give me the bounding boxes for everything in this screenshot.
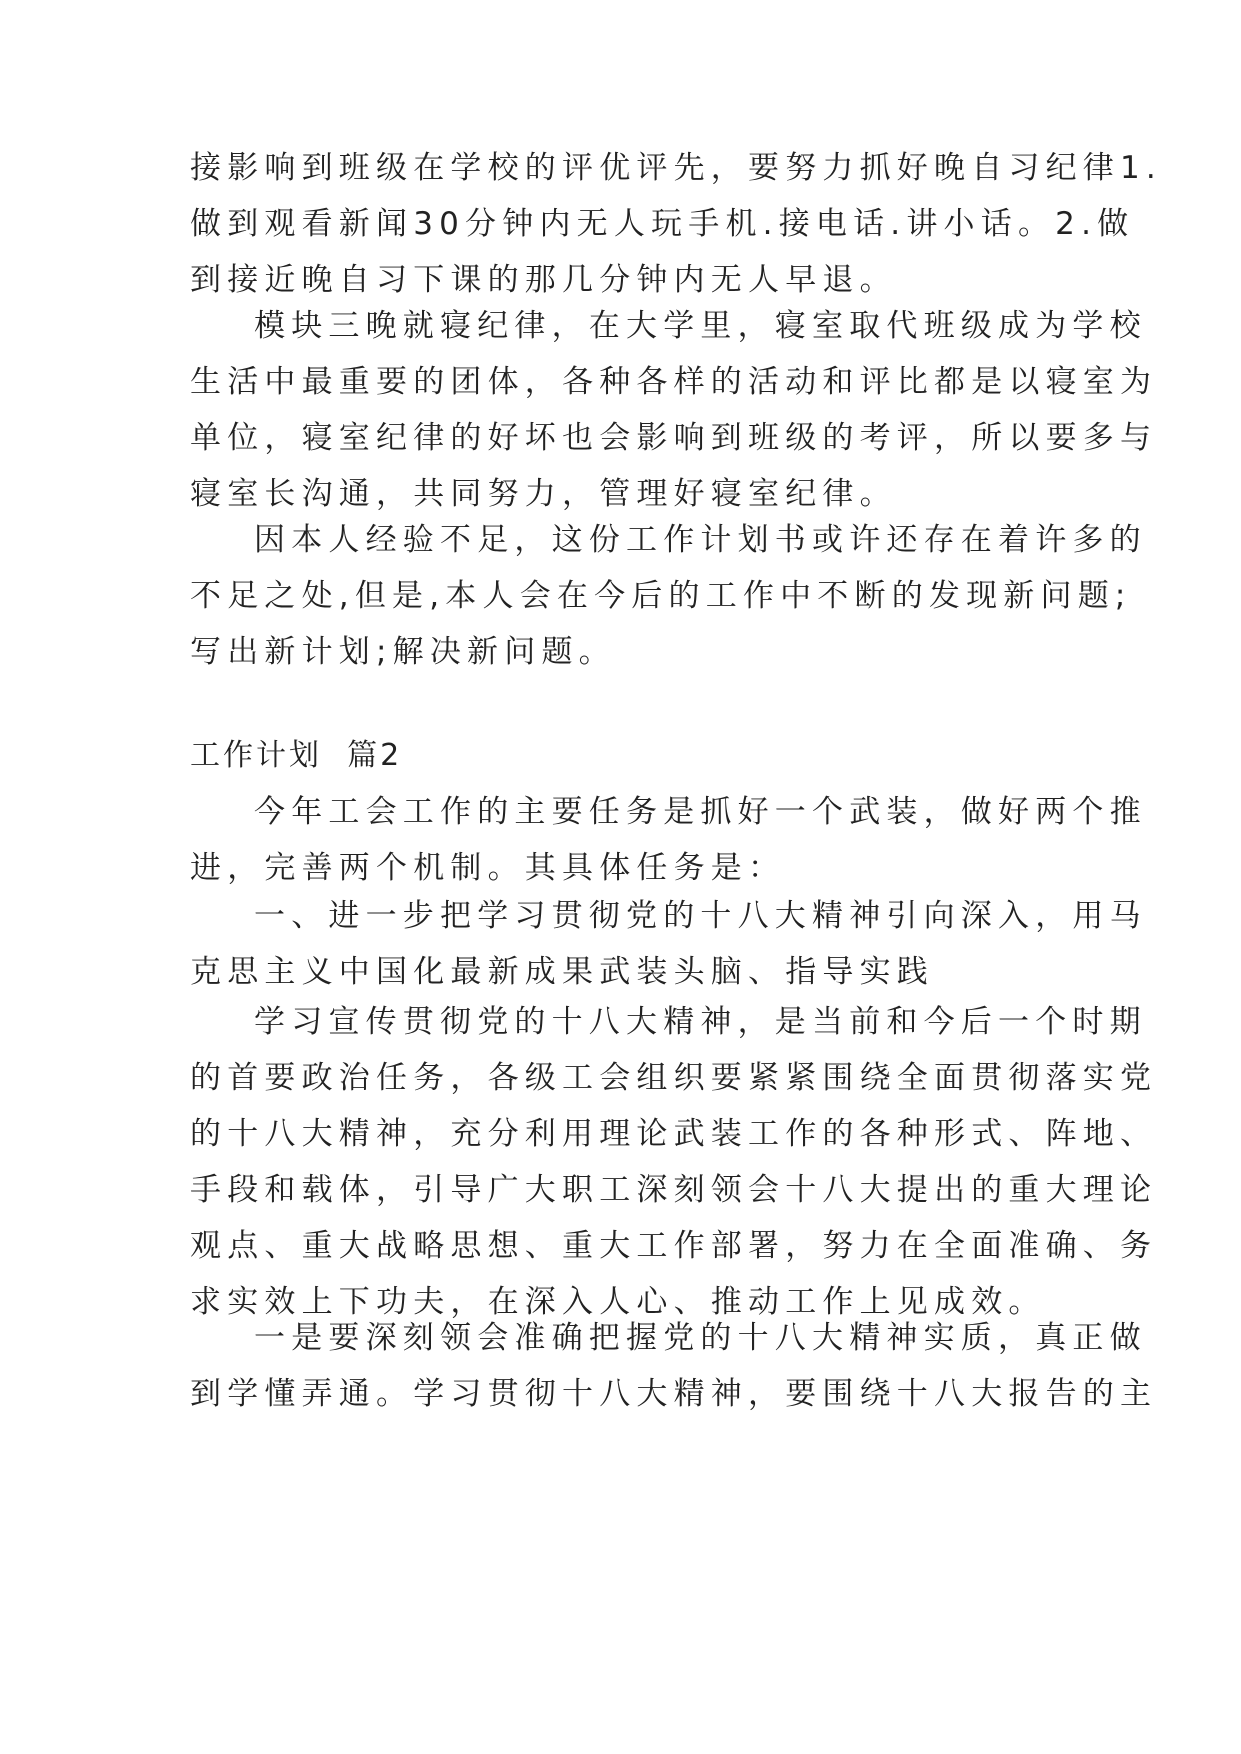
text-line: 的十八大精神，充分利用理论武装工作的各种形式、阵地、 [190,1116,1158,1152]
text-line: 寝室长沟通，共同努力，管理好寝室纪律。 [190,476,897,512]
paragraph-2 [190,298,1158,522]
text-line: 一、进一步把学习贯彻党的十八大精神引向深入，用马 [254,898,1147,934]
section-heading: 工作计划 篇2 [190,738,403,773]
text-line: 生活中最重要的团体，各种各样的活动和评比都是以寝室为 [190,364,1158,400]
text-line: 单位，寝室纪律的好坏也会影响到班级的考评，所以要多与 [190,420,1158,456]
text-line: 到学懂弄通。学习贯彻十八大精神，要围绕十八大报告的主 [190,1376,1158,1412]
text-line: 写出新计划;解决新问题。 [190,634,616,670]
paragraph-3 [190,512,1147,680]
section-heading-block [190,728,1050,784]
paragraph-1 [190,140,1162,308]
paragraph-7 [190,1310,1158,1422]
paragraph-6 [190,994,1158,1330]
text-line: 接影响到班级在学校的评优评先，要努力抓好晚自习纪律1. [190,150,1162,186]
text-line: 模块三晚就寝纪律，在大学里，寝室取代班级成为学校 [254,308,1147,344]
paragraph-4 [190,784,1147,896]
text-line: 进，完善两个机制。其具体任务是： [190,850,786,886]
text-line: 不足之处,但是,本人会在今后的工作中不断的发现新问题; [190,578,1132,614]
text-line: 今年工会工作的主要任务是抓好一个武装，做好两个推 [254,794,1147,830]
text-line: 到接近晚自习下课的那几分钟内无人早退。 [190,262,897,298]
text-line: 做到观看新闻30分钟内无人玩手机.接电话.讲小话。2.做 [190,206,1135,242]
text-line: 手段和载体，引导广大职工深刻领会十八大提出的重大理论 [190,1172,1158,1208]
text-line: 一是要深刻领会准确把握党的十八大精神实质，真正做 [254,1320,1147,1356]
text-line: 观点、重大战略思想、重大工作部署，努力在全面准确、务 [190,1228,1158,1264]
text-line: 学习宣传贯彻党的十八大精神，是当前和今后一个时期 [254,1004,1147,1040]
text-line: 克思主义中国化最新成果武装头脑、指导实践 [190,954,934,990]
text-line: 求实效上下功夫，在深入人心、推动工作上见成效。 [190,1284,1046,1320]
text-line: 的首要政治任务，各级工会组织要紧紧围绕全面贯彻落实党 [190,1060,1158,1096]
paragraph-5 [190,888,1147,1000]
text-line: 因本人经验不足，这份工作计划书或许还存在着许多的 [254,522,1147,558]
